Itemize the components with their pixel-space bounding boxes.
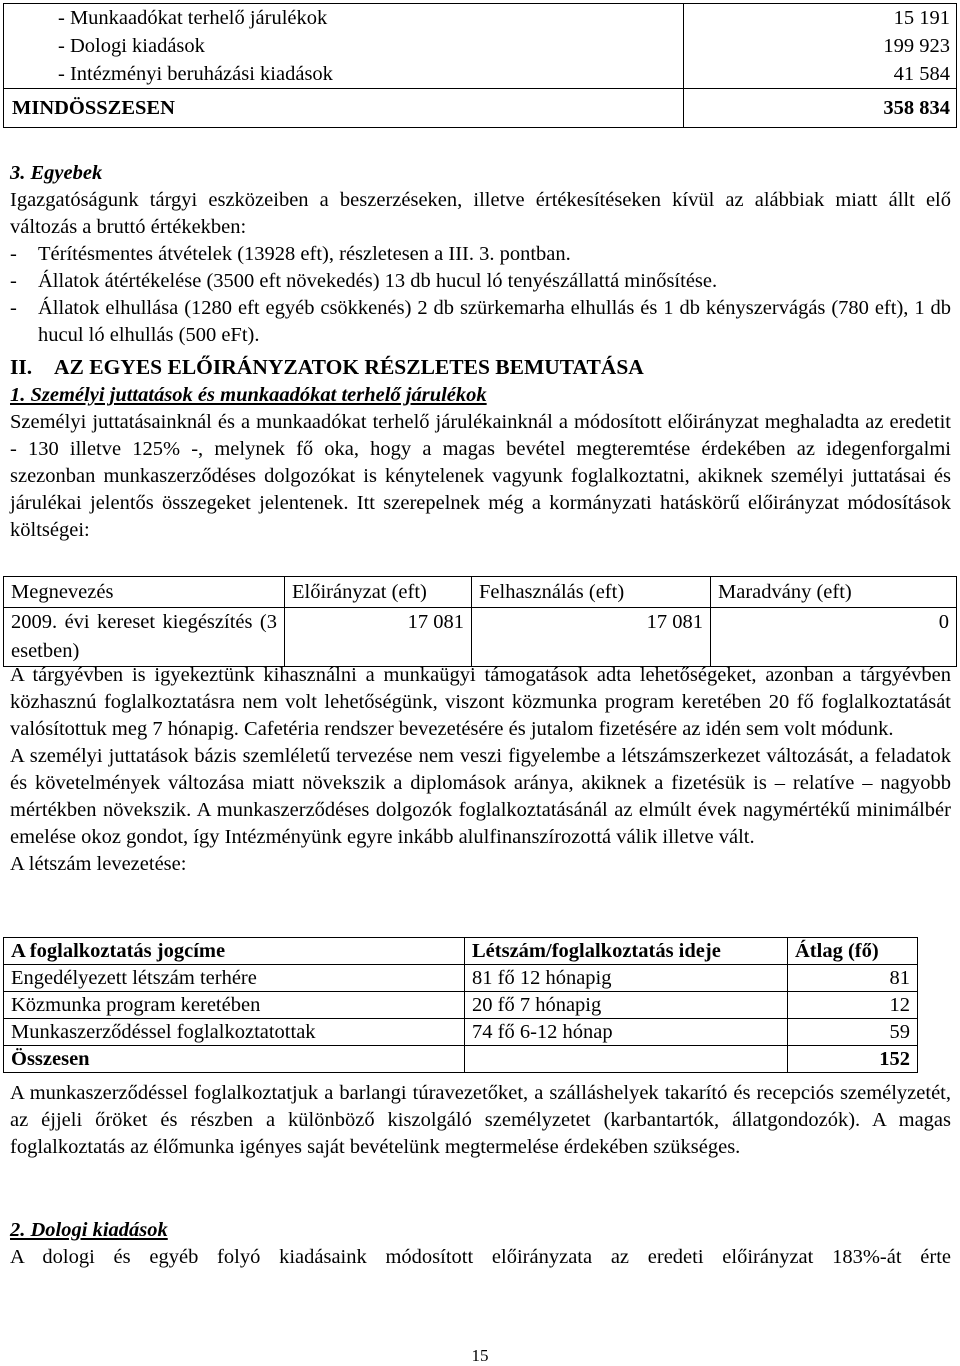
table-cell: 0 bbox=[711, 608, 957, 667]
subsection-paragraph: A dologi és egyéb folyó kiadásaink módosított előirányzata az eredeti előirányzat 183%-át érte bbox=[10, 1246, 951, 1268]
paragraph-block bbox=[10, 1080, 951, 1161]
table-cell: 81 bbox=[788, 965, 918, 992]
table-row bbox=[4, 4, 957, 89]
summary-value: 15 191 bbox=[893, 7, 950, 29]
table-header: Megnevezés bbox=[4, 577, 285, 608]
summary-value: 199 923 bbox=[883, 35, 950, 57]
table-cell: 12 bbox=[788, 992, 918, 1019]
summary-total-value: 358 834 bbox=[684, 89, 957, 128]
table-cell: Közmunka program keretében bbox=[4, 992, 465, 1019]
table-cell: 17 081 bbox=[472, 608, 711, 667]
summary-label: - Intézményi beruházási kiadások bbox=[58, 63, 333, 85]
table-row bbox=[4, 608, 957, 667]
table-header: Előirányzat (eft) bbox=[285, 577, 472, 608]
table-cell: 74 fő 6-12 hónap bbox=[465, 1019, 788, 1046]
table-header: A foglalkoztatás jogcíme bbox=[4, 938, 465, 965]
table-row bbox=[4, 89, 957, 128]
summary-label: - Dologi kiadások bbox=[58, 35, 205, 57]
section-intro: Igazgatóságunk tárgyi eszközeiben a beszerzéseken, illetve értékesítéseken kívül az alábbiak miatt állt elő változás a bruttó értékekben: bbox=[10, 189, 951, 238]
table-row bbox=[4, 992, 918, 1019]
subsection-paragraph: Személyi juttatásainknál és a munkaadókat terhelő járulékainknál a módosított előirányzat meghaladta az eredetit - 130 illetve 125% -, melynek fő oka, hogy a magas bevétel megteremtése érdekében az idegenforgalmi szezonban munkaszerződéses dolgozókat is kénytelenek vagyunk foglalkoztatni, akiknek személyi juttatásai és járulékai jelentős összegeket jelentenek. Itt szerepelnek még a kormányzati hatáskörű előirányzat módosítások költségei: bbox=[10, 411, 951, 541]
table-cell: 17 081 bbox=[285, 608, 472, 667]
table-header: Létszám/foglalkoztatás ideje bbox=[465, 938, 788, 965]
table-row bbox=[4, 1046, 918, 1073]
paragraphs-block bbox=[10, 662, 951, 878]
subsection-heading: 1. Személyi juttatások és munkaadókat terhelő járulékok bbox=[10, 384, 487, 406]
paragraph: A munkaszerződéssel foglalkoztatjuk a barlangi túravezetőket, a szálláshelyek takarító és recepciós személyzetét, az éjjeli őröket és részben a különböző kiszolgáló személyzetet (karbantartók, állatgondozók). A magas foglalkoztatás az élőmunka igényes saját bevételünk megtermelése érdekében szükséges. bbox=[10, 1082, 951, 1158]
table-row bbox=[4, 1019, 918, 1046]
letszam-label: A létszám levezetése: bbox=[10, 853, 187, 875]
table-header: Maradvány (eft) bbox=[711, 577, 957, 608]
table-row bbox=[4, 577, 957, 608]
table-cell: 2009. évi kereset kiegészítés (3 esetben) bbox=[4, 608, 285, 667]
list-item: - Állatok átértékelése (3500 eft növekedés) 13 db hucul ló tenyészállattá minősítése. bbox=[10, 270, 718, 292]
table-total-label: Összesen bbox=[4, 1046, 465, 1073]
table-row bbox=[4, 965, 918, 992]
page-number: 15 bbox=[471, 1346, 489, 1365]
table-cell: 81 fő 12 hónapig bbox=[465, 965, 788, 992]
paragraph: A tárgyévben is igyekeztünk kihasználni a munkaügyi támogatások adta lehetőségeket, azonban a tárgyévben közhasznú foglalkoztatásra nem volt lehetőségünk, viszont közmunka program keretében 20 fő foglalkoztatását valósítottuk meg 7 hónapig. Cafetéria rendszer bevezetésére és jutalom fizetésére az idén sem volt módunk. bbox=[10, 664, 951, 740]
summary-value: 41 584 bbox=[893, 63, 950, 85]
appropriation-table bbox=[3, 576, 957, 667]
table-header: Átlag (fő) bbox=[788, 938, 918, 965]
table-cell: 59 bbox=[788, 1019, 918, 1046]
table-cell: 20 fő 7 hónapig bbox=[465, 992, 788, 1019]
section-egyebek bbox=[10, 160, 951, 349]
subsection-szemelyi bbox=[10, 382, 951, 544]
list-item: - Állatok elhullása (1280 eft egyéb csökkenés) 2 db szürkemarha elhullás és 1 db kényszervágás (780 eft), 1 db hucul ló elhullás (500 eFt). bbox=[10, 297, 951, 346]
table-header: Felhasználás (eft) bbox=[472, 577, 711, 608]
section-heading: 3. Egyebek bbox=[10, 162, 103, 184]
table-cell: Engedélyezett létszám terhére bbox=[4, 965, 465, 992]
table-row bbox=[4, 938, 918, 965]
subsection-heading: 2. Dologi kiadások bbox=[10, 1219, 168, 1241]
summary-table bbox=[3, 3, 957, 128]
subsection-dologi bbox=[10, 1217, 951, 1271]
table-cell: Munkaszerződéssel foglalkoztatottak bbox=[4, 1019, 465, 1046]
summary-total-label: MINDÖSSZESEN bbox=[4, 89, 684, 128]
paragraph: A személyi juttatások bázis szemléletű tervezése nem veszi figyelembe a létszámszerkezet változását, a feladatok és követelmények változása miatt növekszik a diplomások aránya, akiknek a fizetésük is – relatíve – nagyobb mértékben növekszik. A munkaszerződéses dolgozók foglalkoztatásánál az elmúlt évek nagymértékű minimálbér emelése okoz gondot, így Intézményünk egyre inkább alulfinanszírozottá válik illetve vált. bbox=[10, 745, 951, 848]
list-item: - Térítésmentes átvételek (13928 eft), részletesen a III. 3. pontban. bbox=[10, 243, 571, 265]
chapter-number: II. bbox=[10, 355, 33, 379]
table-total-value: 152 bbox=[788, 1046, 918, 1073]
chapter-title: II. AZ EGYES ELŐIRÁNYZATOK RÉSZLETES BEMUTATÁSA bbox=[10, 355, 644, 379]
headcount-table bbox=[3, 937, 918, 1073]
summary-label: - Munkaadókat terhelő járulékok bbox=[58, 7, 328, 29]
